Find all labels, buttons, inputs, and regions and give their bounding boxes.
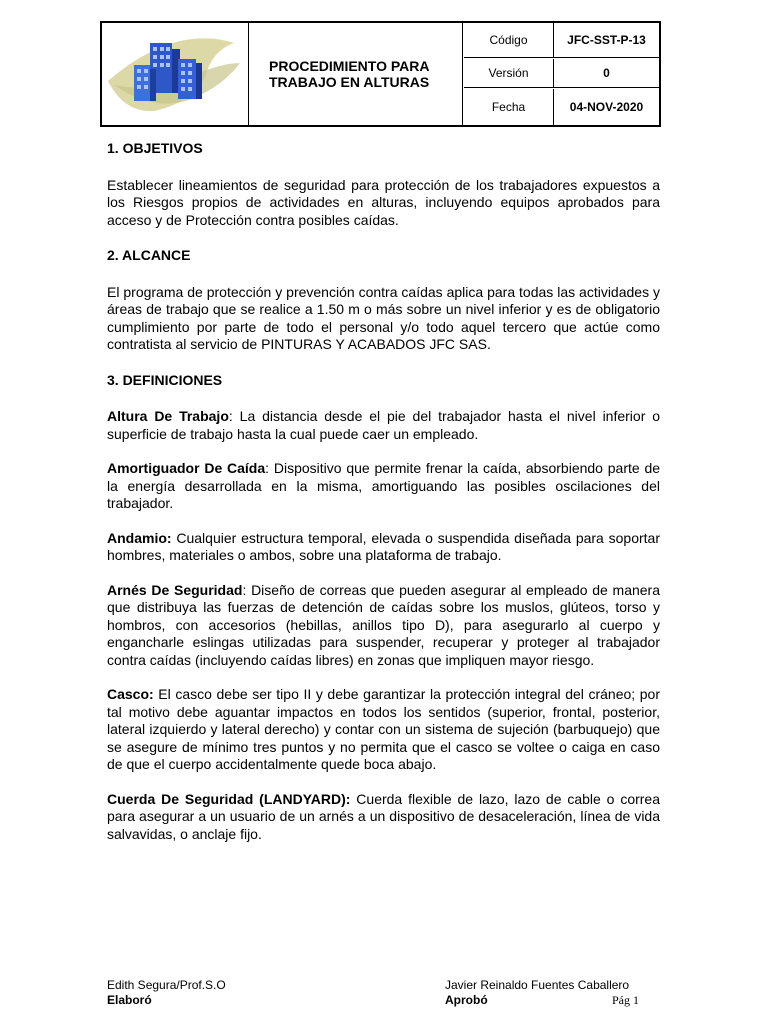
definition-item [107, 530, 660, 565]
definition-term: Casco: [107, 686, 154, 702]
title-line-2: TRABAJO EN ALTURAS [269, 74, 430, 90]
footer-left-name: Edith Segura/Prof.S.O [107, 978, 226, 992]
definition-term: Cuerda De Seguridad (LANDYARD): [107, 790, 351, 807]
section-title-definiciones: 3. DEFINICIONES [107, 371, 223, 388]
definition-separator: : [228, 408, 240, 424]
definition-text: La distancia desde el pie del trabajador hasta el nivel inferior o superficie de trabajo hasta la cual puede caer un empleado. [107, 408, 661, 442]
definition-text: El casco debe ser tipo II y debe garantizar la protección integral del cráneo; por tal motivo debe aguantar impactos en todos los sentidos (superior, frontal, posterior, lateral izquierdo y lateral derecho) y contar con un sistema de sujeción (barbuquejo) que se asegure de mínimo tres puntos y no permita que el casco se voltee o caiga en caso de que el cuerpo accidentalmente quede boca abajo. [107, 686, 661, 772]
title-line-1: PROCEDIMIENTO PARA [269, 58, 430, 74]
definition-term: Altura De Trabajo [107, 408, 229, 424]
objetivos-text: Establecer lineamientos de seguridad para protección de los trabajadores expuestos a los Riesgos propios de actividades en alturas, incluyendo equipos aprobados para acceso y de Protección contra posibles caídas. [107, 176, 660, 228]
footer-elaboro [107, 978, 226, 1008]
definition-item [107, 460, 660, 513]
date-row [464, 89, 659, 125]
page-number: Pág 1 [612, 993, 639, 1007]
definition-separator: : [265, 460, 274, 476]
date-value: 04-NOV-2020 [569, 100, 644, 114]
footer-aprobo [445, 978, 629, 1008]
document-body [107, 140, 660, 843]
definition-item [107, 582, 660, 670]
buildings-logo-icon [102, 23, 248, 125]
definition-text: Cualquier estructura temporal, elevada o suspendida diseñada para soportar hombres, materiales o ambos, sobre una plataforma de trabajo. [107, 529, 661, 563]
version-value: 0 [603, 66, 610, 80]
footer-left-role: Elaboró [107, 993, 152, 1007]
logo-cell [102, 23, 249, 125]
code-value: JFC-SST-P-13 [567, 33, 646, 47]
definition-item [107, 686, 660, 774]
alcance-text: El programa de protección y prevención contra caídas aplica para todas las actividades y áreas de trabajo que se realice a 1.50 m o más sobre un nivel inferior y es de obligatorio cumplimiento por parte de todo el personal y/o todo aquel tercero que actúe como contratista al servicio de PINTURAS Y ACABADOS JFC SAS. [107, 283, 660, 352]
definition-text: Cuerda flexible de lazo, lazo de cable o correa para asegurar a un usuario de un arnés a un dispositivo de desaceleración, línea de vida salvavidas, o anclaje fijo. [107, 790, 661, 842]
version-row [464, 59, 659, 88]
definition-item [107, 408, 660, 443]
definition-text: Diseño de correas que pueden asegurar al empleado de manera que distribuya las fuerzas de detención de caídas sobre los muslos, glúteos, torso y hombros, con accesorios (hebillas, anillos tipo D), para asegurarlo al cuerpo y engancharle eslingas utilizadas para suspender, recuperar y proteger al trabajador contra caídas (incluyendo caídas libres) en zonas que impliquen mayor riesgo. [107, 581, 660, 668]
definition-separator: : [242, 581, 252, 598]
code-row [464, 23, 659, 58]
definition-text: Dispositivo que permite frenar la caída, absorbiendo parte de la energía desarrollada en la misma, amortiguando las posibles oscilaciones del trabajador. [107, 460, 661, 511]
version-label: Versión [464, 59, 554, 87]
definition-term: Andamio: [107, 529, 172, 546]
date-label: Fecha [464, 89, 554, 125]
document-header-table [100, 21, 661, 127]
section-title-objetivos: 1. OBJETIVOS [107, 140, 203, 156]
definition-item [107, 791, 660, 844]
footer-right-role: Aprobó [445, 993, 488, 1007]
document-meta [464, 23, 659, 125]
section-title-alcance: 2. ALCANCE [107, 247, 191, 263]
definition-term: Amortiguador De Caída [107, 460, 266, 476]
definition-term: Arnés De Seguridad [107, 581, 243, 598]
document-title [249, 23, 463, 125]
footer-right-name: Javier Reinaldo Fuentes Caballero [445, 978, 630, 992]
code-label: Código [464, 23, 554, 57]
